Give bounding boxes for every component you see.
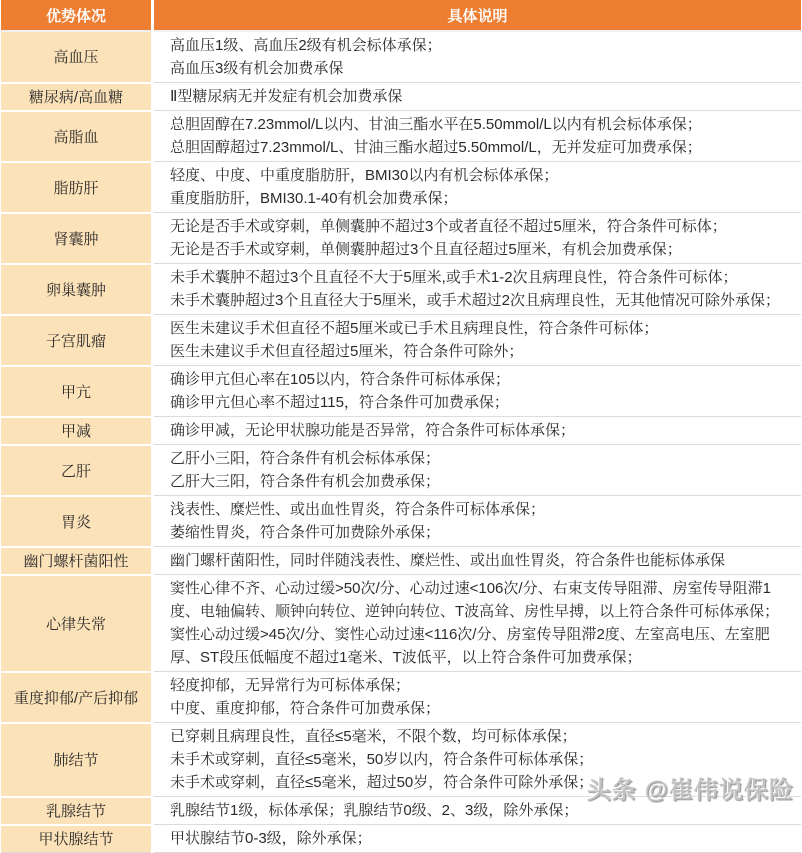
table-row	[1, 547, 801, 575]
detail-line: 医生未建议手术但直径超过5厘米，符合条件可除外；	[170, 343, 524, 360]
table-row	[1, 445, 801, 496]
detail-line: 乙肝大三阳，符合条件有机会加费承保；	[170, 473, 441, 490]
detail-line: 甲状腺结节0-3级，除外承保；	[170, 830, 372, 847]
table-row	[1, 575, 801, 672]
table-row	[1, 162, 801, 213]
detail-line: 未手术或穿刺，直径≤5毫米，超过50岁，符合条件可除外承保；	[170, 774, 594, 791]
condition-cell: 高血压	[1, 31, 153, 83]
condition-cell: 肺结节	[1, 723, 153, 797]
detail-line: 轻度、中度、中重度脂肪肝，BMI30以内有机会标体承保；	[170, 167, 559, 184]
condition-cell: 脂肪肝	[1, 162, 153, 213]
detail-cell	[153, 672, 802, 723]
detail-line: 总胆固醇超过7.23mmol/L、甘油三酯水超过5.50mmol/L，无并发症可加费承保；	[170, 139, 702, 156]
condition-cell: 子宫肌瘤	[1, 315, 153, 366]
condition-cell: 心律失常	[1, 575, 153, 672]
detail-cell	[153, 31, 802, 83]
table-row	[1, 672, 801, 723]
watermark: 头条 @崔伟说保险	[586, 777, 794, 804]
detail-line: 总胆固醇在7.23mmol/L以内、甘油三酯水平在5.50mmol/L以内有机会标体承保；	[170, 116, 702, 133]
detail-line: 确诊甲亢但心率在105以内，符合条件可标体承保；	[170, 371, 511, 388]
underwriting-table	[1, 0, 801, 853]
detail-line: 萎缩性胃炎，符合条件可加费除外承保；	[170, 524, 441, 541]
condition-cell: 甲状腺结节	[1, 825, 153, 853]
detail-line: 浅表性、糜烂性、或出血性胃炎，符合条件可标体承保；	[170, 501, 546, 518]
table-body	[1, 31, 801, 853]
detail-line: 乙肝小三阳，符合条件有机会标体承保；	[170, 450, 441, 467]
detail-cell	[153, 723, 802, 797]
table-row	[1, 723, 801, 797]
detail-cell	[153, 315, 802, 366]
detail-cell	[153, 213, 802, 264]
condition-cell: 肾囊肿	[1, 213, 153, 264]
table-row	[1, 31, 801, 83]
table-row	[1, 315, 801, 366]
condition-cell: 胃炎	[1, 496, 153, 547]
table-row	[1, 213, 801, 264]
detail-line: 确诊甲减，无论甲状腺功能是否异常，符合条件可标体承保；	[170, 422, 576, 439]
detail-line: 窦性心动过缓>45次/分、窦性心动过速<116次/分、房室传导阻滞2度、左室高电压、左室肥厚、ST段压低幅度不超过1毫米、T波低平，以上符合条件可加费承保；	[170, 626, 770, 666]
detail-cell	[153, 825, 802, 853]
detail-line: 重度脂肪肝，BMI30.1-40有机会加费承保；	[170, 190, 458, 207]
table-row	[1, 83, 801, 111]
condition-cell: 高脂血	[1, 111, 153, 162]
detail-line: 医生未建议手术但直径不超5厘米或已手术且病理良性，符合条件可标体；	[170, 320, 659, 337]
detail-cell	[153, 445, 802, 496]
detail-line: 幽门螺杆菌阳性，同时伴随浅表性、糜烂性、或出血性胃炎，符合条件也能标体承保	[170, 552, 726, 569]
detail-line: 窦性心律不齐、心动过缓>50次/分、心动过速<106次/分、右束支传导阻滞、房室传导阻滞1度、电轴偏转、顺钟向转位、逆钟向转位、T波高耸、房性早搏，以上符合条件可标体承保；	[170, 580, 780, 620]
header-detail: 具体说明	[153, 0, 802, 31]
detail-line: 中度、重度抑郁，符合条件可加费承保；	[170, 700, 441, 717]
detail-line: 已穿刺且病理良性，直径≤5毫米，不限个数，均可标体承保；	[170, 728, 577, 745]
detail-cell	[153, 417, 802, 445]
detail-line: 无论是否手术或穿刺，单侧囊肿不超过3个或者直径不超过5厘米，符合条件可标体；	[170, 218, 727, 235]
detail-cell	[153, 83, 802, 111]
detail-line: 高血压1级、高血压2级有机会标体承保；	[170, 37, 442, 54]
detail-line: 确诊甲亢但心率不超过115，符合条件可加费承保；	[170, 394, 509, 411]
table-row	[1, 366, 801, 417]
detail-line: 未手术或穿刺，直径≤5毫米，50岁以内，符合条件可标体承保；	[170, 751, 594, 768]
condition-cell: 乳腺结节	[1, 797, 153, 825]
condition-cell: 乙肝	[1, 445, 153, 496]
detail-line: Ⅱ型糖尿病无并发症有机会加费承保	[170, 88, 403, 105]
condition-cell: 幽门螺杆菌阳性	[1, 547, 153, 575]
table-row	[1, 264, 801, 315]
table-row	[1, 797, 801, 825]
table-row	[1, 111, 801, 162]
detail-cell	[153, 111, 802, 162]
detail-cell	[153, 366, 802, 417]
detail-cell	[153, 496, 802, 547]
condition-cell: 重度抑郁/产后抑郁	[1, 672, 153, 723]
condition-cell: 卵巢囊肿	[1, 264, 153, 315]
condition-cell: 甲减	[1, 417, 153, 445]
table-row	[1, 496, 801, 547]
detail-line: 轻度抑郁，无异常行为可标体承保；	[170, 677, 411, 694]
detail-cell	[153, 547, 802, 575]
table-header-row	[1, 0, 801, 31]
detail-line: 无论是否手术或穿刺，单侧囊肿超过3个且直径超过5厘米，有机会加费承保；	[170, 241, 682, 258]
detail-cell	[153, 797, 802, 825]
detail-line: 高血压3级有机会加费承保	[170, 60, 344, 77]
detail-line: 未手术囊肿不超过3个且直径不大于5厘米,或手术1-2次且病理良性，符合条件可标体；	[170, 269, 738, 286]
header-condition: 优势体况	[1, 0, 153, 31]
detail-line: 未手术囊肿超过3个且直径大于5厘米，或手术超过2次且病理良性，无其他情况可除外承保；	[170, 292, 781, 309]
table-row	[1, 417, 801, 445]
detail-cell	[153, 264, 802, 315]
detail-line: 乳腺结节1级，标体承保；乳腺结节0级、2、3级，除外承保；	[170, 802, 579, 819]
table-row	[1, 825, 801, 853]
detail-cell	[153, 162, 802, 213]
detail-cell	[153, 575, 802, 672]
condition-cell: 糖尿病/高血糖	[1, 83, 153, 111]
condition-cell: 甲亢	[1, 366, 153, 417]
